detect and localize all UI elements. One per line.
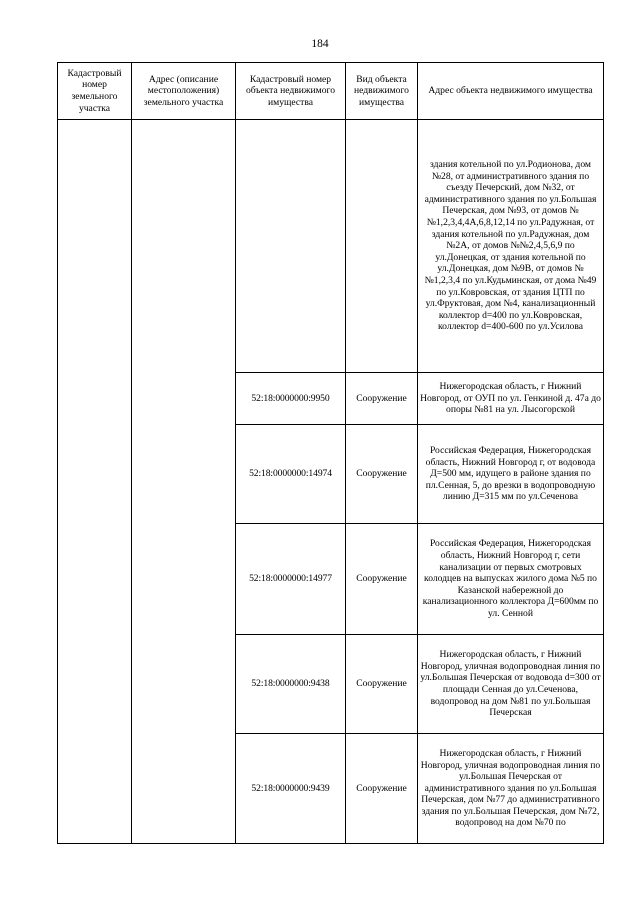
object-cadastral-cell: 52:18:0000000:9950: [236, 373, 346, 425]
object-type-cell: Сооружение: [346, 425, 418, 524]
header-land-cadastral: Кадастровый номер земельного участка: [58, 63, 132, 120]
object-type-cell: Сооружение: [346, 734, 418, 844]
land-address-cell: [132, 120, 236, 844]
land-cadastral-cell: [58, 120, 132, 844]
object-address-cell: Нижегородская область, г Нижний Новгород, уличная водопроводная линия по ул.Большая Печерская от водовода d=300 от площади Сенная до ул.Сеченова, водопровод на дом №81 по ул.Большая Печерская: [418, 635, 604, 734]
object-address-cell: Нижегородская область, г Нижний Новгород, уличная водопроводная линия по ул.Большая Печерская от административного здания по ул.Большая Печерская, дом №77 до административного здания по ул.Большая Печерская, дом №72, водопровод на дом №70 по: [418, 734, 604, 844]
object-cadastral-cell: [236, 120, 346, 373]
header-object-cadastral: Кадастровый номер объекта недвижимого имущества: [236, 63, 346, 120]
header-object-type: Вид объекта недвижимого имущества: [346, 63, 418, 120]
object-cadastral-cell: 52:18:0000000:9438: [236, 635, 346, 734]
object-cadastral-cell: 52:18:0000000:9439: [236, 734, 346, 844]
object-address-cell: Нижегородская область, г Нижний Новгород, от ОУП по ул. Генкиной д. 47а до опоры №81 на ул. Лысогорской: [418, 373, 604, 425]
header-land-address: Адрес (описание местоположения) земельного участка: [132, 63, 236, 120]
object-address-cell: здания котельной по ул.Родионова, дом №28, от административного здания по съезду Печерский, дом №32, от административного здания по ул.Большая Печерская, дом №93, от домов №№1,2,3,4,4А,6,8,12,14 по ул.Радужная, от здания котельной по ул.Радужная, дом №2А, от домов №№2,4,5,6,9 по ул.Донецкая, от здания котельной по ул.Донецкая, дом №9В, от домов №№1,2,3,4 по ул.Кудьминская, от дома №49 по ул.Ковровская, от здания ЦТП по ул.Фруктовая, дом №4, канализационный коллектор d=400 по ул.Ковровская, коллектор d=400-600 по ул.Усилова: [418, 120, 604, 373]
object-type-cell: Сооружение: [346, 524, 418, 635]
table-row: [58, 120, 604, 373]
object-address-cell: Российская Федерация, Нижегородская область, Нижний Новгород г, от водовода Д=500 мм, идущего в районе здания по пл.Сенная, 5, до врезки в водопроводную линию Д=315 мм по ул.Сеченова: [418, 425, 604, 524]
register-table: [57, 62, 604, 844]
page-number: 184: [311, 38, 329, 50]
object-type-cell: [346, 120, 418, 373]
table-header-row: [58, 63, 604, 120]
object-type-cell: Сооружение: [346, 373, 418, 425]
object-type-cell: Сооружение: [346, 635, 418, 734]
object-cadastral-cell: 52:18:0000000:14977: [236, 524, 346, 635]
object-address-cell: Российская Федерация, Нижегородская область, Нижний Новгород г, сети канализации от первых смотровых колодцев на выпусках жилого дома №5 по Казанской набережной до канализационного коллектора Д=600мм по ул. Сенной: [418, 524, 604, 635]
header-object-address: Адрес объекта недвижимого имущества: [418, 63, 604, 120]
object-cadastral-cell: 52:18:0000000:14974: [236, 425, 346, 524]
